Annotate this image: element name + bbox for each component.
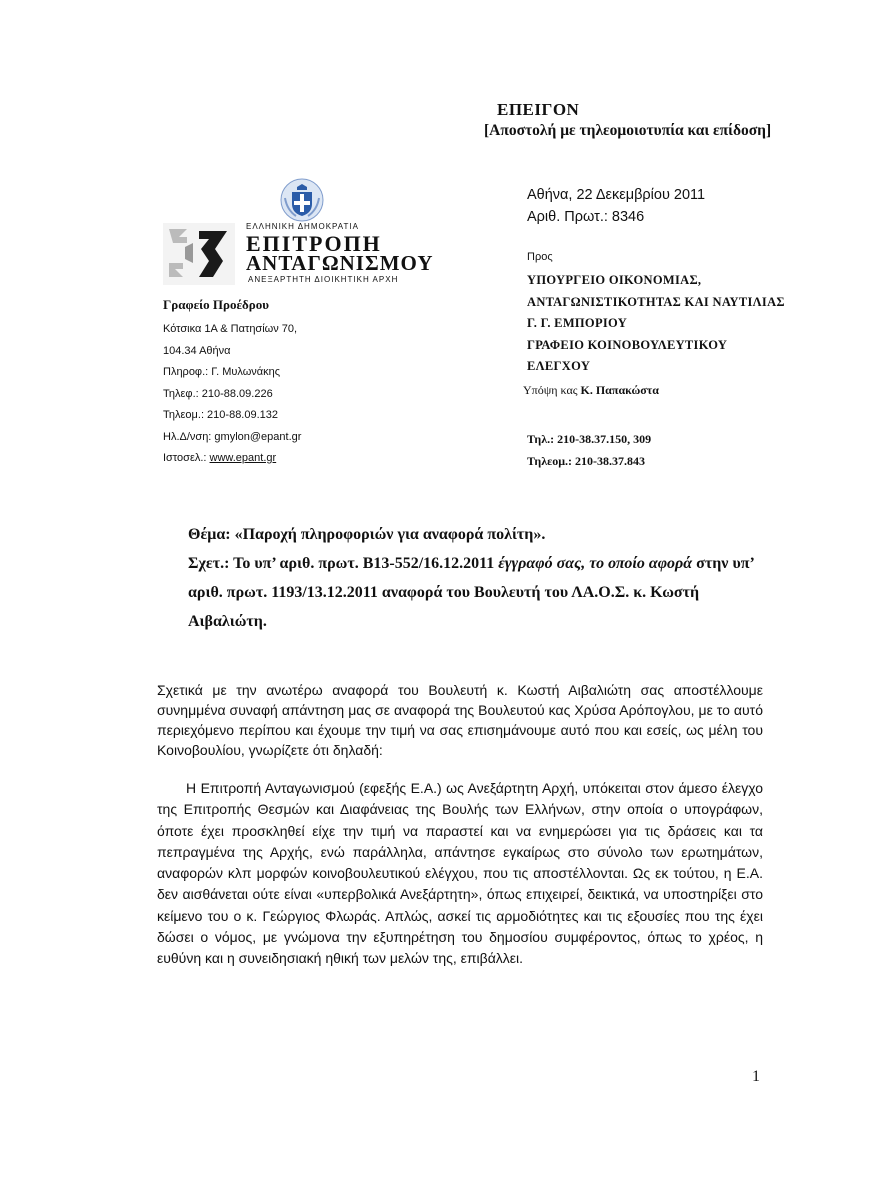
subject-line: Θέμα: «Παροχή πληροφοριών για αναφορά πολίτη». [188,526,546,543]
document-date: Αθήνα, 22 Δεκεμβρίου 2011 [527,187,706,203]
logo-government-text: ΕΛΛΗΝΙΚΗ ΔΗΜΟΚΡΑΤΙΑ [246,222,359,231]
delivery-note: [Αποστολή με τηλεομοιοτυπία και επίδοση] [484,122,772,139]
greek-coat-of-arms-icon [280,178,324,222]
logo-subtitle: ΑΝΕΞΑΡΤΗΤΗ ΔΙΟΙΚΗΤΙΚΗ ΑΡΧΗ [248,275,399,284]
sender-website-row [163,452,301,474]
recipient-attention [523,383,659,398]
logo-name-line2: ΑΝΤΑΓΩΝΙΣΜΟΥ [246,251,434,275]
sender-city: 104.34 Αθήνα [163,344,231,357]
recipient-phone: Τηλ.: 210-38.37.150, 309 [527,432,652,446]
competition-commission-logo-icon [163,223,235,285]
body-paragraph-1: Σχετικά με την ανωτέρω αναφορά του Βουλευτή κ. Κωστή Αιβαλιώτη σας αποστέλλουμε συνημμένα συναφή απάντηση μας σε αναφορά της Βουλευτού κας Χρύσα Αρόπογλου, με το αυτό περιεχόμενο περίπου και έχουμε την τιμή να σας επισημάνουμε αυτό που και εσείς, ως μέλη του Κοινοβουλίου, γνωρίζετε ότι δηλαδή: [157,682,763,758]
sender-fax: Τηλεομ.: 210-88.09.132 [163,409,279,421]
document-meta [527,184,705,228]
sender-block [163,297,301,474]
reference-part-c: στην υπ’ αριθ. πρωτ. 1193/13.12.2011 αναφορά του Βουλευτή του ΛΑ.Ο.Σ. κ. Κωστή Αιβαλιώτη. [188,555,754,630]
sender-info: Πληροφ.: Γ. Μυλωνάκης [163,366,281,378]
sender-phone: Τηλεφ.: 210-88.09.226 [163,387,273,400]
sender-email: Ηλ.Δ/νση: gmylon@epant.gr [163,430,302,443]
sender-website-link[interactable]: www.epant.gr [209,452,277,464]
logo-name-line1: ΕΠΙΤΡΟΠΗ [246,231,382,256]
recipient-contact [527,429,651,472]
page-number: 1 [752,1068,760,1085]
body-paragraph-2: Η Επιτροπή Ανταγωνισμού (εφεξής Ε.Α.) ως Ανεξάρτητη Αρχή, υπόκειται στον άμεσο έλεγχο της Επιτροπής Θεσμών και Διαφάνειας της Βουλής των Ελλήνων, στην οποία ο υπογράφων, όποτε έχει προσκληθεί είχε την τιμή να παραστεί και να ενημερώσει για τις δράσεις και τα πεπραγμένα της Αρχής, ενώ παράλληλα, απάντησε εγκαίρως στο σύνολο των ερωτημάτων, αναφορών κλπ μορφών κοινοβουλευτικού ελέγχου, που τις αποστέλλονται. Ως εκ τούτου, η Ε.Α. δεν αισθάνεται ούτε είναι «υπερβολικά Ανεξάρτητη», όπως επιχειρεί, δεικτικά, να υποστηρίξει στο κείμενο του ο κ. Γεώργιος Φλωράς. Απλώς, ασκεί τις αρμοδιότητες και τις εξουσίες που της έχει δώσει ο νόμος, με γνώμονα την εξυπηρέτηση του δημοσίου συμφέροντος, όπως το χρέος, η ευθύνη και η συνειδησιακή ηθική των μελών της, επιβάλλει. [157,780,763,967]
recipient-line: ΥΠΟΥΡΓΕΙΟ ΟΙΚΟΝΟΜΙΑΣ, [527,273,702,287]
sender-website-label: Ιστοσελ.: [163,452,210,464]
subject-block [188,520,766,636]
protocol-number: Αριθ. Πρωτ.: 8346 [527,209,645,225]
recipient-to-label: Προς [527,251,553,263]
sender-address: Κότσικα 1Α & Πατησίων 70, [163,323,298,335]
recipient-block [527,270,785,378]
recipient-line: ΕΛΕΓΧΟΥ [527,359,591,373]
attention-name: Κ. Παπακώστα [580,383,659,397]
sender-office: Γραφείο Προέδρου [163,297,270,312]
reference-part-b: έγγραφό σας, το οποίο αφορά [498,555,693,572]
recipient-fax: Τηλεομ.: 210-38.37.843 [527,453,646,468]
urgent-label: ΕΠΕΙΓΟΝ [497,100,580,119]
recipient-line: ΓΡΑΦΕΙΟ ΚΟΙΝΟΒΟΥΛΕΥΤΙΚΟΥ [527,337,728,352]
reference-text [188,549,766,636]
recipient-line: ΑΝΤΑΓΩΝΙΣΤΙΚΟΤΗΤΑΣ ΚΑΙ ΝΑΥΤΙΛΙΑΣ [527,294,785,309]
attention-prefix: Υπόψη κας [523,383,581,397]
recipient-line: Γ. Γ. ΕΜΠΟΡΙΟΥ [527,316,628,330]
reference-part-a: Σχετ.: Το υπ’ αριθ. πρωτ. Β13-552/16.12.2011 [188,555,499,572]
